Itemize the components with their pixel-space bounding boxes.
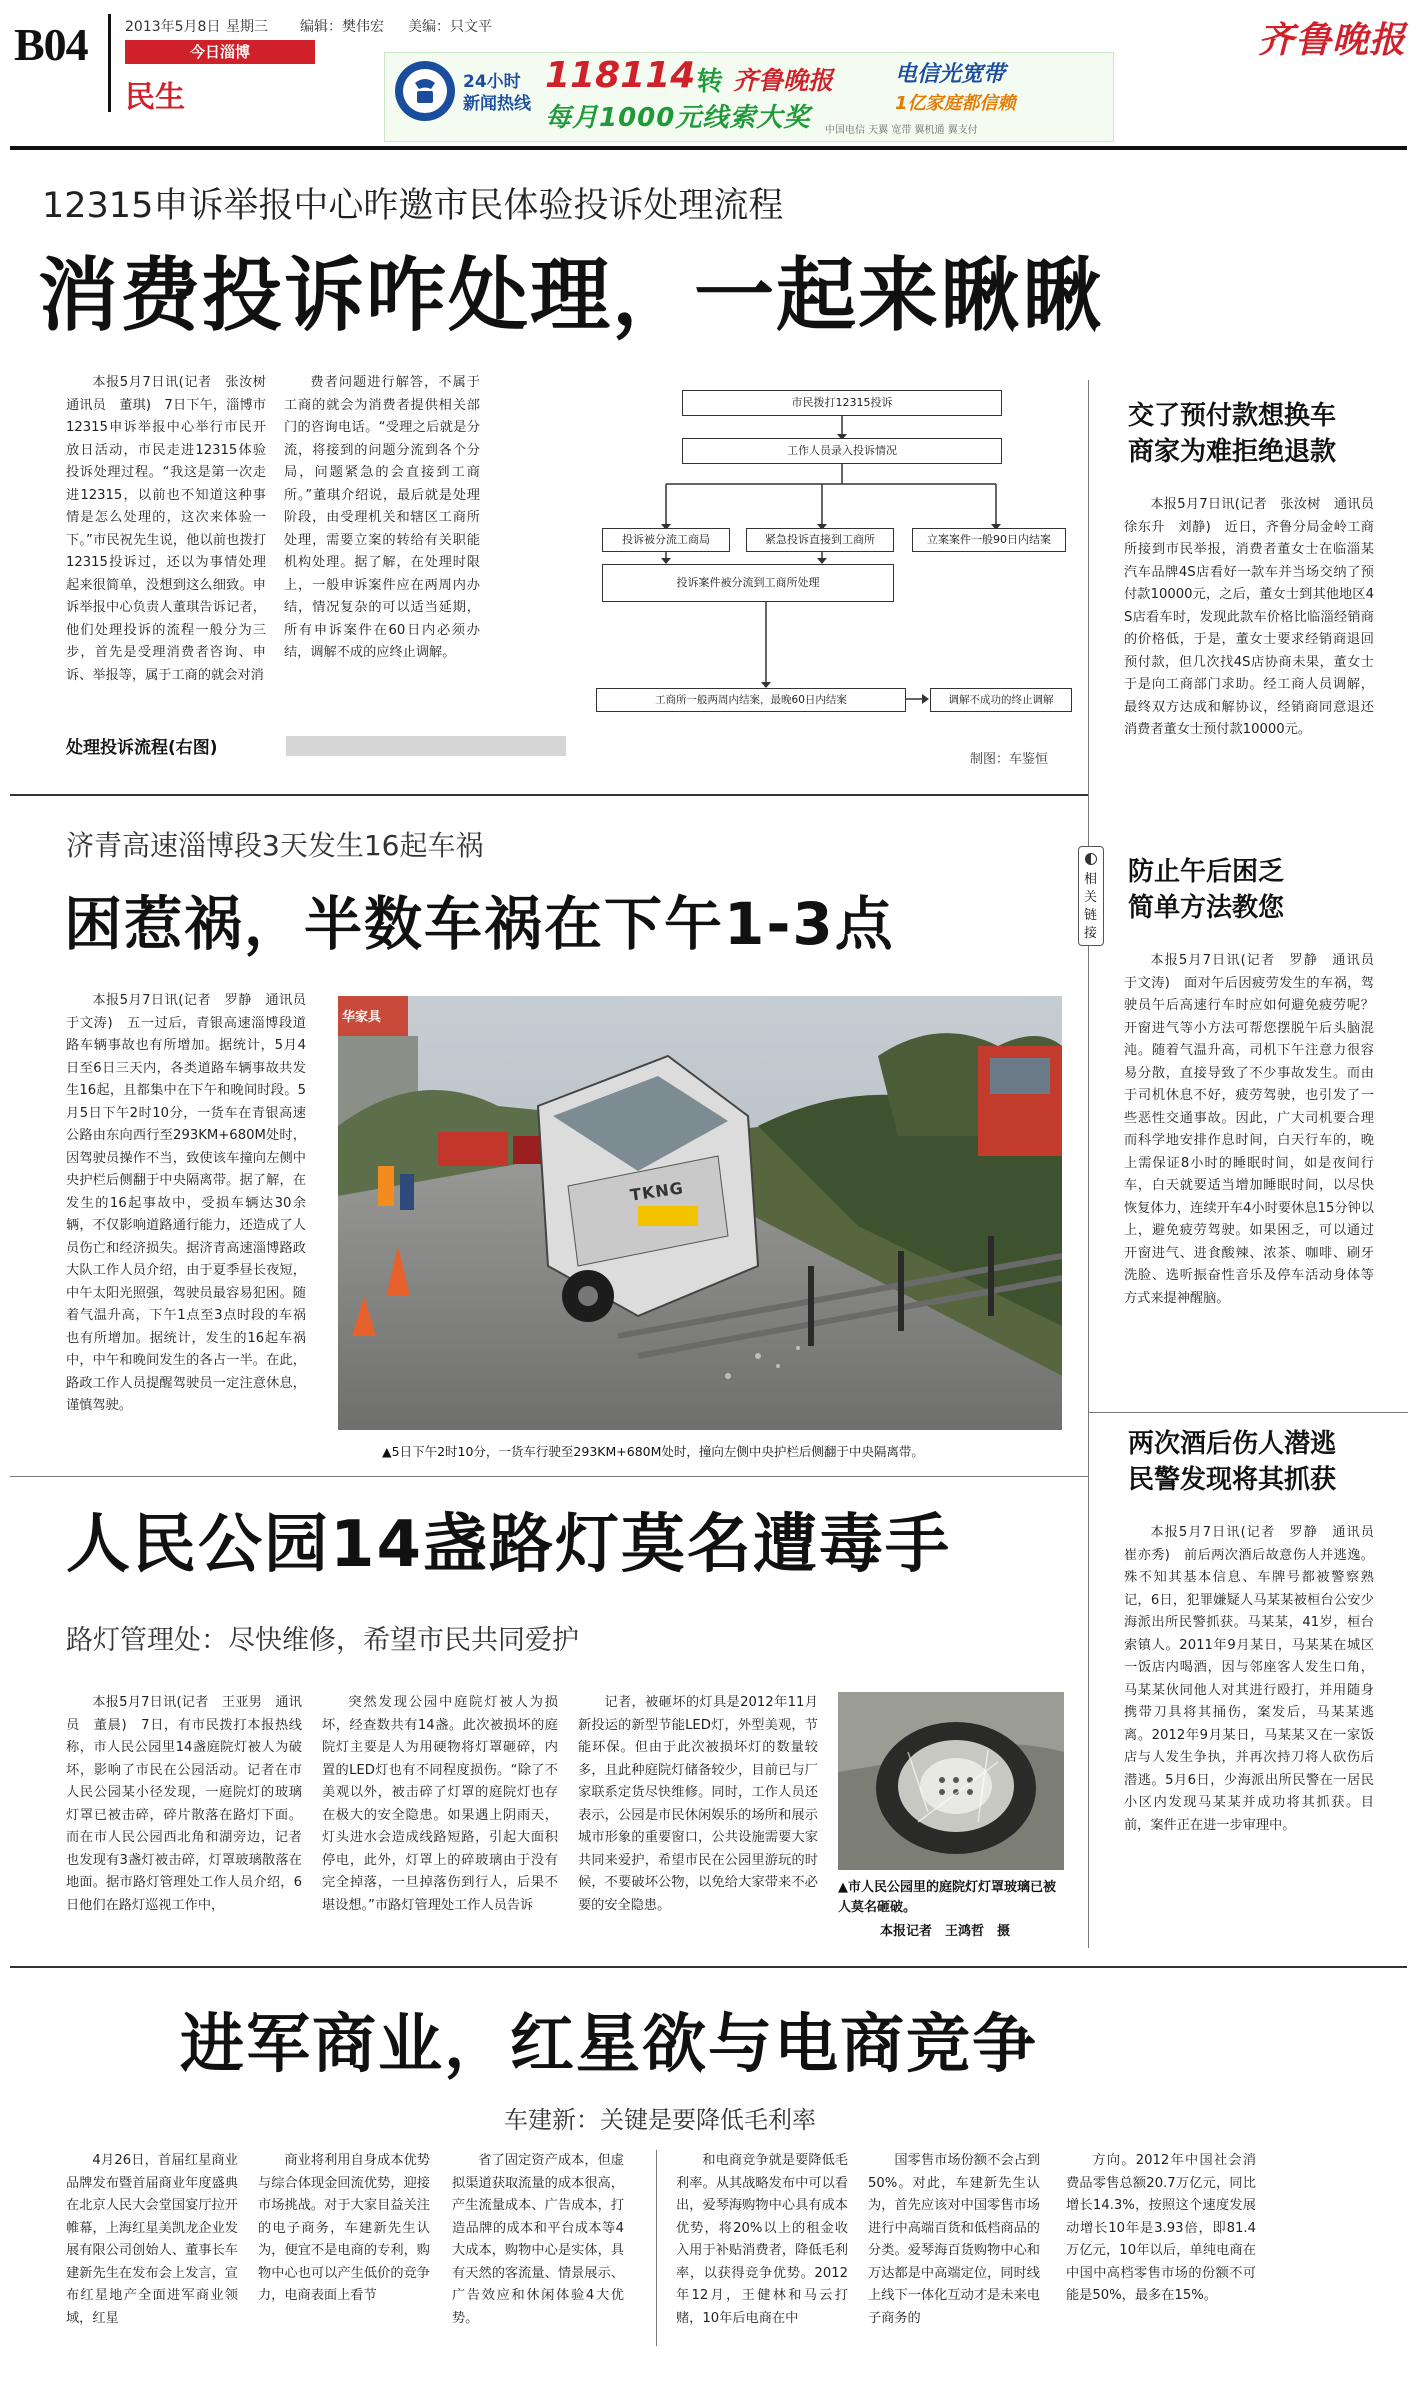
article2-kicker: 济青高速淄博段3天发生16起车祸	[66, 829, 484, 862]
banner-paper: 齐鲁晚报	[733, 66, 834, 95]
banner-prize: 每月1000元线索大奖	[545, 103, 811, 133]
article4-col6-text: 方向。2012年中国社会消费品零售总额20.7万亿元，同比增长14.3%，按照这个速度发展动增长10年是3.93倍，即81.4万亿元，10年以后，单纯电商在中国中高档零售市场的份额不可能是50%，最多在15%。	[1066, 2153, 1256, 2303]
side1-headline: 交了预付款想换车 商家为难拒绝退款	[1128, 401, 1363, 467]
page-code: B04	[14, 19, 88, 70]
masthead-rule	[10, 146, 1407, 150]
crash-photo	[338, 996, 1062, 1430]
article2-body	[66, 990, 320, 1418]
article1-headline: 消费投诉咋处理，一起来瞅瞅	[38, 249, 1104, 342]
related-tab-label: 相关链接	[1084, 872, 1098, 941]
flow-branch3: 立案案件一般90日内结案	[912, 528, 1066, 552]
flow-step3: 投诉案件被分流到工商所处理	[602, 564, 894, 602]
article1-chart-caption: 处理投诉流程(右图)	[66, 738, 218, 758]
article3-col1-text: 本报5月7日讯(记者 王亚男 通讯员 董晨) 7日，有市民拨打本报热线称，市人民公园里14盏庭院灯被人为破坏，影响了市民在公园活动。记者在市人民公园某小径发现，一庭院灯的玻璃灯罩已被击碎，碎片散落在路灯下面。而在市人民公园西北角和湖旁边，记者也发现有3盏灯被击碎，灯罩玻璃散落在地面。据市路灯管理处工作人员介绍，6日他们在路灯巡视工作中，	[66, 1695, 302, 1913]
article4-col1-text: 4月26日，首届红星商业品牌发布暨首届商业年度盛典在北京人民大会堂国宴厅拉开帷幕，上海红星美凯龙企业发展有限公司创始人、董事长车建新先生在发布会上发言，宣布红星地产全面进军商业领域，红星	[66, 2153, 238, 2326]
flow-step1: 市民拨打12315投诉	[682, 390, 1002, 416]
side1-body-text: 本报5月7日讯(记者 张汝树 通讯员 徐东升 刘静) 近日，齐鲁分局金岭工商所接到市民举报，消费者董女士在临淄某汽车品牌4S店看好一款车并当场交纳了预付款10000元，之后，董女士到其他地区4S店看车时，发现此款车价格比临淄经销商的价格低，于是，董女士要求经销商退回预付款，但几次找4S店协商未果，董女士于是向工商部门求助。经工商人员调解，最终双方达成和解协议，经销商同意退还消费者董女士预付款10000元。	[1124, 497, 1388, 737]
related-headline: 防止午后困乏 简单方法教您	[1128, 857, 1311, 923]
article4-col4	[676, 2150, 848, 2330]
section-tag: 今日淄博	[125, 40, 315, 64]
flowchart	[596, 376, 1072, 736]
flow-step2: 工作人员录入投诉情况	[682, 438, 1002, 464]
article4-col1	[66, 2150, 238, 2330]
related-bottom-rule	[1088, 1412, 1408, 1413]
article3-col2-text: 突然发现公园中庭院灯被人为损坏，经查数共有14盏。此次被损坏的庭院灯主要是人为用硬物将灯罩砸碎，内置的LED灯也有不同程度损伤。“除了不美观以外，被击碎了灯罩的庭院灯也存在极大的安全隐患。如果遇上阴雨天，灯头进水会造成线路短路，引起大面积停电，此外，灯罩上的碎玻璃由于没有完全掉落，一旦掉落伤到行人，后果不堪设想。”市路灯管理处工作人员告诉	[322, 1695, 558, 1913]
article4-col6	[1066, 2150, 1256, 2308]
article3-col3	[578, 1692, 818, 1917]
article1-col1-text: 本报5月7日讯(记者 张汝树 通讯员 董琪) 7日下午，淄博市12315申诉举报中心举行市民开放日活动，市民走进12315体验投诉处理过程。“我这是第一次走进12315，以前也不知道这种事情是怎么处理的，这次来体验一下。”市民祝先生说，他以前也拨打12315投诉过，还以为事情处理起来很简单，没想到这么细致。申诉举报中心负责人董琪告诉记者，他们处理投诉的流程一般分为三步，首先是受理消费者咨询、申诉、举报等，属于工商的就会对消	[66, 375, 280, 683]
issue-date: 2013年5月8日	[125, 19, 221, 35]
lamp-photo	[838, 1692, 1064, 1870]
article4-col4-text: 和电商竞争就是要降低毛利率。从其战略发布中可以看出，爱琴海购物中心具有成本优势，将20%以上的租金收入用于补贴消费者，降低毛利率，以获得竞争优势。2012年12月，王健林和马云打赌，10年后电商在中	[676, 2153, 848, 2326]
banner-footer: 中国电信 天翼 宽带 翼机通 翼支付	[825, 125, 978, 136]
banner-home: 1亿家庭都信赖	[895, 93, 1016, 114]
truck-brand: TKNG	[628, 1178, 685, 1205]
article3-bottom-rule	[10, 1966, 1407, 1968]
side3-headline: 两次酒后伤人潜逃 民警发现将其抓获	[1128, 1429, 1363, 1495]
flow-step4: 工商所一般两周内结案，最晚60日内结案	[596, 688, 906, 712]
article4-col3-text: 省了固定资产成本，但虚拟渠道获取流量的成本很高，产生流量成本、广告成本，打造品牌的成本和平台成本等4大成本，购物中心是实体，具有天然的客流量、情景展示、广告效应和休闲体验4大优势。	[452, 2153, 624, 2326]
article3-col3-text: 记者，被砸坏的灯具是2012年11月新投运的新型节能LED灯，外型美观，节能环保。但由于此次被损坏灯的数量较多，且此种庭院灯储备较少，目前已与厂家联系定货尽快维修。同时，工作人员还表示，公园是市民休闲娱乐的场所和展示城市形象的重要窗口，公共设施需要大家共同来爱护，希望市民在公园里游玩的时候，不要破坏公物，以免给大家带来不必要的安全隐患。	[578, 1695, 818, 1913]
article4-col2-text: 商业将利用自身成本优势与综合体现金回流优势，迎接市场挑战。对于大家目益关注的电子商务，车建新先生认为，便宜不是电商的专利，购物中心也可以产生低价的竞争力，电商表面上看节	[258, 2153, 430, 2303]
crash-photo-art	[338, 996, 1062, 1430]
phone-icon	[395, 61, 455, 121]
article4-headline: 进军商业，红星欲与电商竞争	[180, 2008, 1038, 2082]
photo-store-sign: 华家具	[342, 1010, 382, 1025]
lamp-photo-caption: ▲市人民公园里的庭院灯灯罩玻璃已被人莫名砸破。	[838, 1880, 1056, 1915]
flow-step5: 调解不成功的终止调解	[930, 688, 1072, 712]
lamp-photo-art	[838, 1692, 1064, 1870]
article2-bottom-rule	[10, 1476, 1088, 1477]
article1-col2	[284, 372, 480, 665]
side3-body-text: 本报5月7日讯(记者 罗静 通讯员 崔亦秀) 前后两次酒后故意伤人并逃逸。殊不知其基本信息、车牌号都被警察熟记，6日，犯罪嫌疑人马某某被桓台公安少海派出所民警抓获。马某某，41岁，桓台索镇人。2011年9月某日，马某某在城区一饭店内喝酒，因与邻座客人发生口角，马某某伙同他人对其进行殴打，并用随身携带刀具将其捅伤，案发后，马某某逃离。2012年9月某日，马某某又在一家饭店与人发生争执，并再次持刀将人砍伤后潜逃。5月6日，少海派出所民警在一居民小区内发现马某某并成功将其抓获。目前，案件正在进一步审理中。	[1124, 1525, 1388, 1833]
article1-kicker: 12315申诉举报中心昨邀市民体验投诉处理流程	[42, 186, 784, 226]
chart-credit: 制图：车鉴恒	[970, 752, 1049, 767]
article2-headline: 困惹祸，半数车祸在下午1-3点	[64, 890, 895, 958]
flow-branch1: 投诉被分流工商局	[602, 528, 730, 552]
lamp-photo-credit: 本报记者 王鸿哲 摄	[880, 1924, 1011, 1939]
banner-zhuan: 转	[697, 67, 724, 97]
banner-hotline: 24小时新闻热线	[463, 72, 531, 114]
article3-headline: 人民公园14盏路灯莫名遭毒手	[66, 1508, 952, 1582]
article3-col1	[66, 1692, 302, 1917]
article4-col5	[868, 2150, 1040, 2330]
banner-number: 118114	[545, 55, 696, 96]
side3-body	[1124, 1522, 1388, 1837]
article4-deck: 车建新：关键是要降低毛利率	[504, 2106, 816, 2134]
paper-logo: 齐鲁晚报	[1258, 19, 1407, 61]
article4-col3	[452, 2150, 624, 2330]
article3-deck: 路灯管理处：尽快维修，希望市民共同爱护	[66, 1625, 579, 1656]
side1-body	[1124, 494, 1388, 742]
article1-bottom-rule	[10, 794, 1088, 796]
article3-col2	[322, 1692, 558, 1917]
article4-divider	[656, 2150, 657, 2346]
article1-col2-text: 费者问题进行解答，不属于工商的就会为消费者提供相关部门的咨询电话。“受理之后就是分流，将接到的问题分流到各个分局，问题紧急的会直接到工商所。”董琪介绍说，最后就是处理阶段，由受理机关和辖区工商所处理，需要立案的转给有关职能机构处理。据了解，在处理时限上，一般申诉案件应在两周内办结，情况复杂的可以适当延期，所有申诉案件在60日内必须办结，调解不成的应终止调解。	[284, 375, 480, 660]
issue-weekday: 星期三	[226, 19, 268, 35]
related-body-text: 本报5月7日讯(记者 罗静 通讯员 于文涛) 面对午后因疲劳发生的车祸，驾驶员午后高速行车时应如何避免疲劳呢？开窗进气等小方法可帮您摆脱午后头脑混沌。随着气温升高，司机下午注意力很容易分散，直接导致了不少事故发生。而由于司机休息不好，疲劳驾驶，也引发了一些恶性交通事故。因此，广大司机要合理而科学地安排作息时间，白天行车的，晚上需保证8小时的睡眠时间，如是夜间行车，白天就要适当增加睡眠时间，以尽快恢复体力，连续开车4小时要休息15分钟以上，避免疲劳驾驶。如果困乏，可以通过开窗进气、进食酸辣、浓茶、咖啡、刷牙洗脸、选听振奋性音乐及停车活动身体等方式来提神醒脑。	[1124, 953, 1388, 1306]
sidebar-divider	[1088, 380, 1089, 1948]
related-tab-icon	[1085, 853, 1097, 865]
related-tab	[1078, 846, 1104, 946]
masthead-divider	[108, 14, 111, 112]
article1-col1	[66, 372, 280, 687]
related-body	[1124, 950, 1388, 1310]
hotline-banner	[384, 52, 1114, 142]
article4-col2	[258, 2150, 430, 2308]
flow-branch2: 紧急投诉直接到工商所	[746, 528, 894, 552]
section-name: 民生	[125, 80, 185, 115]
article4-col5-text: 国零售市场份额不会占到50%。对此，车建新先生认为，首先应该对中国零售市场进行中高端百货和低档商品的分类。爱琴海百货购物中心和万达都是中高端定位，同时线上线下一体化互动才是未来电子商务的	[868, 2153, 1040, 2326]
crash-photo-caption: ▲5日下午2时10分，一货车行驶至293KM+680M处时，撞向左侧中央护栏后侧翻于中央隔离带。	[382, 1444, 924, 1459]
masthead	[0, 0, 1417, 152]
banner-telecom: 电信光宽带	[895, 62, 1006, 87]
editor-name: 编辑：樊伟宏	[300, 19, 384, 35]
article2-body-text: 本报5月7日讯(记者 罗静 通讯员 于文涛) 五一过后，青银高速淄博段道路车辆事故也有所增加。据统计，5月4日至6日三天内，各类道路车辆事故共发生16起，且都集中在下午和晚间时段。5月5日下午2时10分，一货车在青银高速公路由东向西行至293KM+680M处时，因驾驶员操作不当，致使该车撞向左侧中央护栏后侧翻于中央隔离带。据了解，在发生的16起事故中，受损车辆达30余辆，不仅影响道路通行能力，还造成了人员伤亡和经济损失。据济青高速淄博路政大队工作人员介绍，由于夏季昼长夜短，中午太阳光照强，驾驶员最容易犯困。随着气温升高，下午1点至3点时段的车祸也有所增加。据统计，发生的16起车祸中，中午和晚间发生的各占一半。在此，路政工作人员提醒驾驶员一定注意休息，谨慎驾驶。	[66, 993, 320, 1413]
designer-name: 美编：只文平	[408, 19, 492, 35]
caption-grey-bar	[286, 736, 566, 756]
flowchart-connectors	[596, 376, 1072, 736]
